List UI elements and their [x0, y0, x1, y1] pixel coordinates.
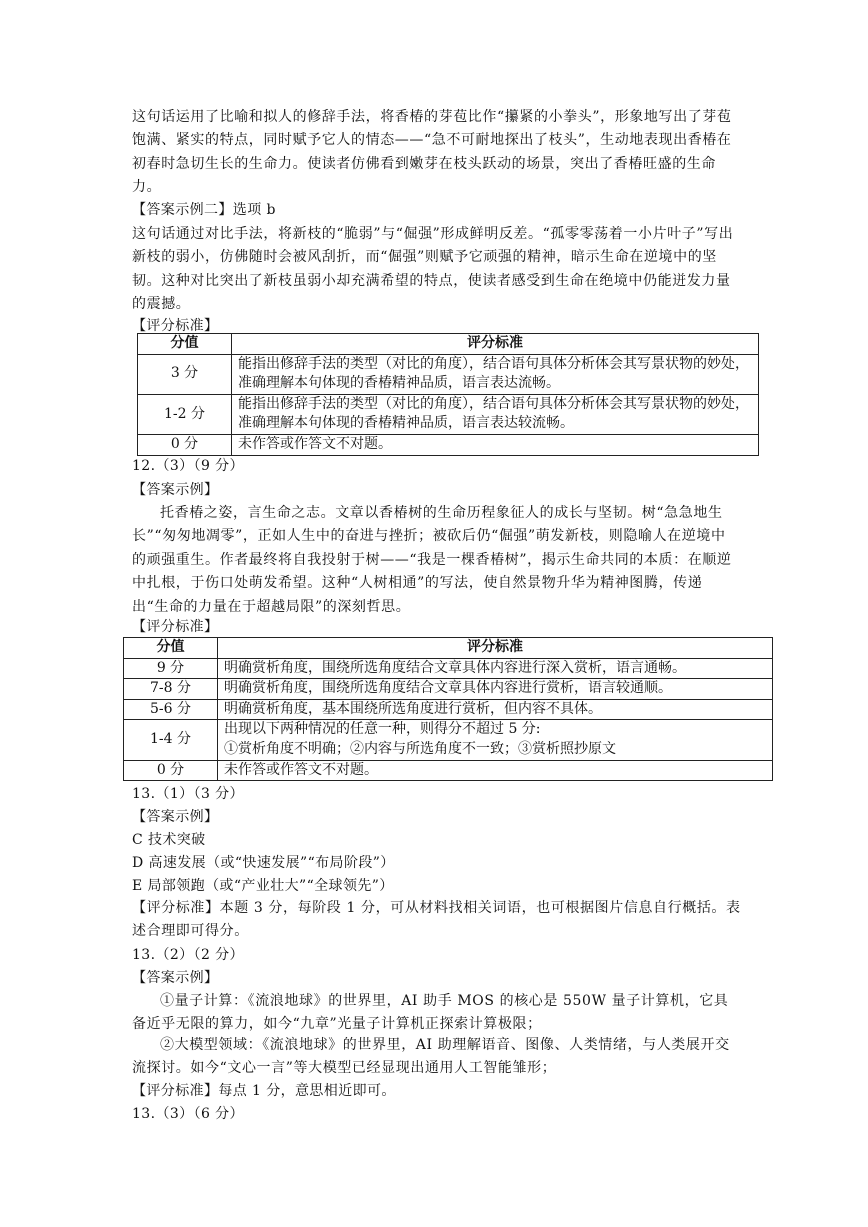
- header-score: 分值: [138, 334, 232, 355]
- question-13-2: 13.（2）（2 分）: [132, 947, 244, 963]
- criteria-cell: 明确赏析角度，围绕所选角度结合文章具体内容进行赏析，语言较通顺。: [218, 679, 773, 700]
- table-row: [138, 354, 759, 394]
- score-cell: 1-4 分: [124, 720, 218, 760]
- question-13-3: 13.（3）（6 分）: [132, 1106, 244, 1122]
- score-cell: 0 分: [138, 434, 232, 455]
- answer-e: E 局部领跑（或“产业壮大”“全球领先”）: [132, 878, 394, 894]
- table-row: [138, 394, 759, 434]
- criteria-cell: 明确赏析角度，基本围绕所选角度进行赏析，但内容不具体。: [218, 699, 773, 720]
- scoring-table-2: [123, 637, 773, 781]
- score-cell: 7-8 分: [124, 679, 218, 700]
- criteria-cell: 明确赏析角度，围绕所选角度结合文章具体内容进行深入赏析，语言通畅。: [218, 658, 773, 679]
- score-cell: 9 分: [124, 658, 218, 679]
- answer-example-2-label: 【答案示例二】选项 b: [132, 202, 276, 218]
- scoring-criteria-13-2: 【评分标准】每点 1 分，意思相近即可。: [132, 1083, 396, 1099]
- answer-paragraph-1: 这句话运用了比喻和拟人的修辞手法，将香椿的芽苞比作“攥紧的小拳头”，形象地写出了芽苞饱满、紧实的特点，同时赋予它人的情态——“急不可耐地探出了枝头”，生动地表现出香椿在初春时急切生长的生命力。使读者仿佛看到嫩芽在枝头跃动的场景，突出了香椿旺盛的生命力。: [132, 109, 732, 196]
- criteria-cell: 能指出修辞手法的类型（对比的角度），结合语句具体分析体会其写景状物的妙处，准确理解本句体现的香椿精神品质，语言表达流畅。: [232, 354, 759, 394]
- criteria-cell: 未作答或作答文不对题。: [218, 760, 773, 781]
- criteria-cell: 未作答或作答文不对题。: [232, 434, 759, 455]
- criteria-line: 出现以下两种情况的任意一种，则得分不超过 5 分:: [224, 721, 541, 738]
- score-cell: 0 分: [124, 760, 218, 781]
- criteria-cell: [218, 720, 773, 760]
- score-cell: 5-6 分: [124, 699, 218, 720]
- header-criteria: 评分标准: [232, 334, 759, 355]
- criteria-line: ①赏析角度不明确；②内容与所选角度不一致；③赏析照抄原文: [224, 740, 616, 757]
- header-score: 分值: [124, 638, 218, 659]
- table-row: [138, 434, 759, 455]
- answer-paragraph-2: 这句话通过对比手法，将新枝的“脆弱”与“倔强”形成鲜明反差。“孤零零荡着一小片叶子”写出新枝的弱小，仿佛随时会被风刮折，而“倔强”则赋予它顽强的精神，暗示生命在逆境中的坚韧。这种对比突出了新枝虽弱小却充满希望的特点，使读者感受到生命在绝境中仍能迸发力量的震撼。: [132, 226, 734, 313]
- question-13-1: 13.（1）（3 分）: [132, 786, 244, 802]
- scoring-criteria-label: 【评分标准】: [132, 619, 219, 635]
- answer-point-1: ①量子计算：《流浪地球》的世界里，AI 助手 MOS 的核心是 550W 量子计算机，它具备近乎无限的算力，如今“九章”光量子计算机正探索计算极限；: [132, 993, 729, 1033]
- answer-c: C 技术突破: [132, 832, 206, 848]
- score-cell: 1-2 分: [138, 394, 232, 434]
- criteria-cell: 能指出修辞手法的类型（对比的角度），结合语句具体分析体会其写景状物的妙处，准确理解本句体现的香椿精神品质，语言表达较流畅。: [232, 394, 759, 434]
- answer-example-label: 【答案示例】: [132, 482, 219, 498]
- header-criteria: 评分标准: [218, 638, 773, 659]
- answer-example-label: 【答案示例】: [132, 970, 219, 986]
- question-12-3: 12.（3）（9 分）: [132, 458, 244, 474]
- scoring-criteria-13-1: 【评分标准】本题 3 分，每阶段 1 分，可从材料找相关词语，也可根据图片信息自行概括。表述合理即可得分。: [132, 900, 741, 940]
- answer-point-2: ②大模型领域：《流浪地球》的世界里，AI 助理解语音、图像、人类情绪，与人类展开交流探讨。如今“文心一言”等大模型已经显现出通用人工智能雏形；: [132, 1037, 730, 1077]
- table-row: [124, 679, 773, 700]
- table-row: [124, 699, 773, 720]
- table-header-row: [138, 334, 759, 355]
- scoring-criteria-label: 【评分标准】: [132, 318, 219, 334]
- answer-paragraph-3: 托香椿之姿，言生命之志。文章以香椿树的生命历程象征人的成长与坚韧。树“急急地生长”“匆匆地凋零”，正如人生中的奋进与挫折；被砍后仍“倔强”萌发新枝，则隐喻人在逆境中的顽强重生。作者最终将自我投射于树——“我是一棵香椿树”，揭示生命共同的本质：在顺逆中扎根，于伤口处萌发希望。这种“人树相通”的写法，使自然景物升华为精神图腾，传递出“生命的力量在于超越局限”的深刻哲思。: [132, 505, 732, 615]
- table-row: [124, 658, 773, 679]
- scoring-table-1: [137, 333, 759, 456]
- score-cell: 3 分: [138, 354, 232, 394]
- table-row: [124, 760, 773, 781]
- answer-example-label: 【答案示例】: [132, 809, 219, 825]
- answer-d: D 高速发展（或“快速发展”“布局阶段”）: [132, 855, 395, 871]
- table-header-row: [124, 638, 773, 659]
- table-row: [124, 720, 773, 760]
